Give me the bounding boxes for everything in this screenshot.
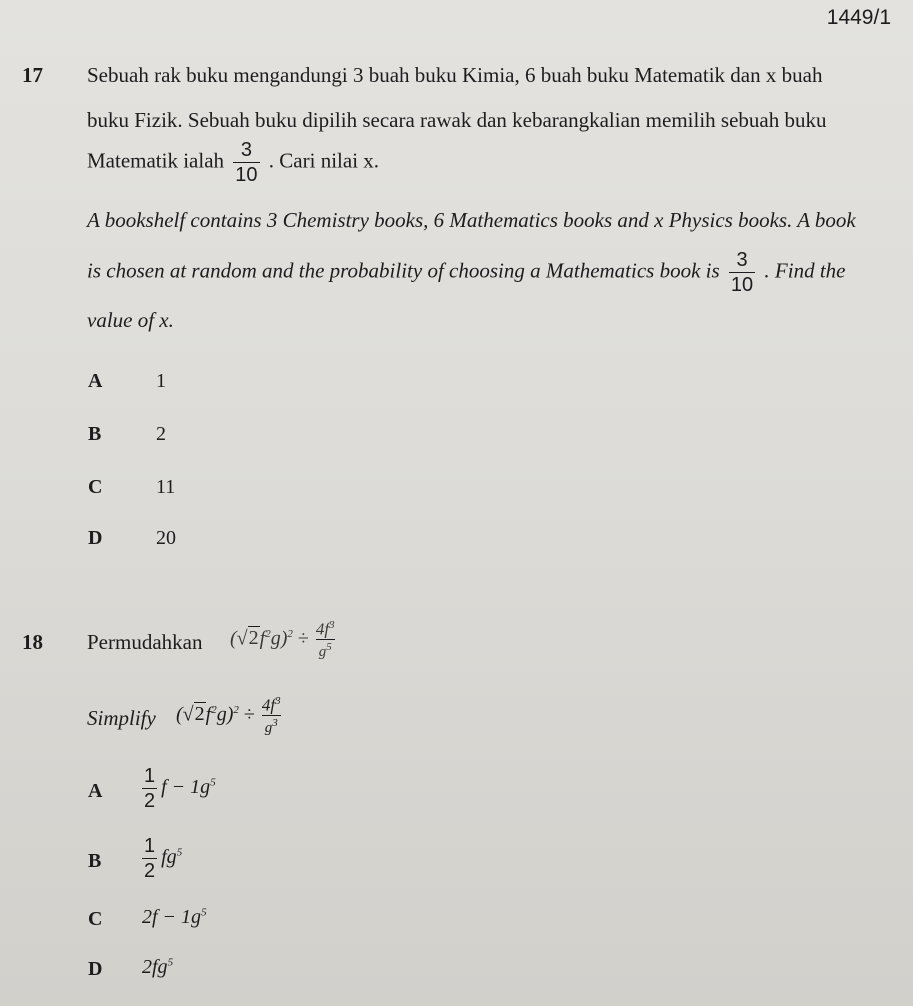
paper-code: 1449/1 xyxy=(826,6,891,29)
q17-option-b-value: 2 xyxy=(156,423,166,445)
q18-option-a-value: $\frac{1}{2}$ $f - 1g^5$ xyxy=(144,765,216,812)
q17-malay-fraction xyxy=(233,140,259,185)
question-17-number: 17 xyxy=(22,63,43,87)
q17-english-line2-post: . Find the xyxy=(764,258,846,283)
q18-malay-fraction: $\frac{4f^3}{g^5}$ xyxy=(315,619,335,660)
q18-option-d-letter: D xyxy=(88,958,103,980)
question-18-number: 18 xyxy=(22,630,43,654)
q17-malay-line3-post: . Cari nilai x. xyxy=(268,148,380,173)
q17-option-b-letter: B xyxy=(88,423,102,445)
fraction-denominator: 10 xyxy=(235,164,258,186)
q18-option-b-coefficient: $\frac{1}{2}$ xyxy=(144,835,156,882)
fraction-denominator: 10 xyxy=(730,274,754,296)
sqrt-symbol: √2 xyxy=(236,627,259,650)
sqrt-symbol: √2 xyxy=(182,703,205,726)
q17-english-line2-pre: is chosen at random and the probability of choosing a Mathematics book is xyxy=(87,258,720,283)
q17-malay-line2: buku Fizik. Sebuah buku dipilih secara rawak dan kebarangkalian memilih sebuah buku xyxy=(87,108,827,132)
q17-english-fraction xyxy=(729,250,755,295)
q17-option-d-value: 20 xyxy=(156,527,176,549)
q17-option-c-value: 11 xyxy=(156,476,176,498)
fraction-numerator: 3 xyxy=(233,140,259,163)
q17-option-d-letter: D xyxy=(88,527,103,549)
q18-english-expression: $(√2f^2g)^2$ ÷ $\frac{4f^3}{g^3}$ xyxy=(176,695,281,736)
q17-english-line1: A bookshelf contains 3 Chemistry books, 6 Mathematics books and x Physics books. A book xyxy=(87,208,856,232)
q17-english-line2 xyxy=(87,250,846,295)
q18-malay-expression: $(√2f^2g)^2$ ÷ $\frac{4f^3}{g^5}$ xyxy=(230,619,335,660)
fraction-numerator: 3 xyxy=(729,250,755,273)
q18-option-d-value: $2fg^5$ xyxy=(142,956,174,978)
q17-english-line3: value of x. xyxy=(87,308,174,332)
q17-option-a-letter: A xyxy=(88,370,103,392)
q18-option-a-coefficient: $\frac{1}{2}$ xyxy=(144,765,156,812)
q17-malay-line1: Sebuah rak buku mengandungi 3 buah buku Kimia, 6 buah buku Matematik dan x buah xyxy=(87,63,823,87)
q17-option-a-value: 1 xyxy=(156,370,166,392)
q18-option-b-letter: B xyxy=(88,850,102,872)
q18-option-a-letter: A xyxy=(88,780,103,802)
q18-english-fraction: $\frac{4f^3}{g^3}$ xyxy=(261,695,281,736)
q18-malay-label: Permudahkan xyxy=(87,630,203,654)
q18-option-b-value: $\frac{1}{2}$ $fg^5$ xyxy=(144,835,183,882)
q18-english-label: Simplify xyxy=(87,706,156,730)
q17-malay-line3 xyxy=(87,140,379,185)
q18-option-c-value: $2f - 1g^5$ xyxy=(142,906,207,928)
q18-option-c-letter: C xyxy=(88,908,103,930)
q17-option-c-letter: C xyxy=(88,476,103,498)
q17-malay-line3-pre: Matematik ialah xyxy=(87,148,225,173)
